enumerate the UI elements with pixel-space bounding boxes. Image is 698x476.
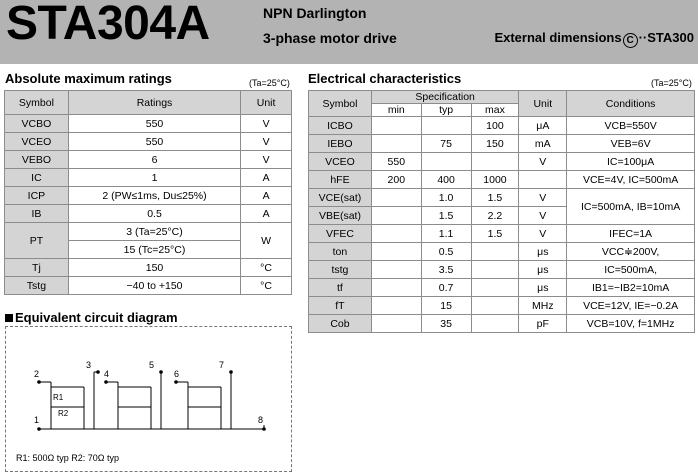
table-row (5, 169, 292, 187)
table-row (5, 187, 292, 205)
circuit-title-text: Equivalent circuit diagram (15, 310, 178, 325)
condition: IB1=−IB2=10mA (567, 279, 695, 297)
symbol: IB (5, 205, 69, 223)
typ (421, 117, 471, 135)
table-row (309, 297, 695, 315)
symbol: PT (5, 223, 69, 259)
condition: VCE=4V, IC=500mA (567, 171, 695, 189)
pin-label: 3 (86, 360, 92, 370)
symbol: Tj (5, 259, 69, 277)
ext-package: STA300 (647, 30, 694, 45)
table-row (309, 279, 695, 297)
unit: V (241, 115, 292, 133)
table-row (5, 115, 292, 133)
typ: 75 (421, 135, 471, 153)
symbol: tstg (309, 261, 372, 279)
max: 1.5 (471, 189, 519, 207)
typ: 400 (421, 171, 471, 189)
table-row (309, 243, 695, 261)
condition: VCB=550V (567, 117, 695, 135)
unit: μs (519, 279, 567, 297)
unit: A (241, 169, 292, 187)
unit: A (241, 205, 292, 223)
col-unit: Unit (241, 91, 292, 115)
condition: IC=500mA, IB=10mA (567, 189, 695, 225)
unit: pF (519, 315, 567, 333)
typ: 1.5 (421, 207, 471, 225)
unit: A (241, 187, 292, 205)
max (471, 261, 519, 279)
symbol: VBE(sat) (309, 207, 372, 225)
pin-label: 8 (258, 415, 264, 425)
typ: 0.7 (421, 279, 471, 297)
col-symbol: Symbol (5, 91, 69, 115)
min (371, 135, 421, 153)
ext-dots: ·· (638, 30, 648, 45)
col-ratings: Ratings (68, 91, 240, 115)
unit: μA (519, 117, 567, 135)
max: 1000 (471, 171, 519, 189)
condition: VCE=12V, IE=−0.2A (567, 297, 695, 315)
col-symbol: Symbol (309, 91, 372, 117)
max: 2.2 (471, 207, 519, 225)
table-row (5, 205, 292, 223)
table-row (309, 315, 695, 333)
pin-label: 4 (104, 369, 110, 379)
symbol: VCE(sat) (309, 189, 372, 207)
unit: μs (519, 261, 567, 279)
symbol: VCBO (5, 115, 69, 133)
min (371, 225, 421, 243)
symbol: ton (309, 243, 372, 261)
table-row (309, 261, 695, 279)
pin-label: 2 (34, 369, 40, 379)
circuit-diagram-icon (6, 327, 291, 452)
symbol: VCEO (5, 133, 69, 151)
symbol: IEBO (309, 135, 372, 153)
typ: 0.5 (421, 243, 471, 261)
unit: V (519, 207, 567, 225)
symbol: tf (309, 279, 372, 297)
unit: W (241, 223, 292, 259)
circuit-title (5, 310, 178, 325)
typ: 1.1 (421, 225, 471, 243)
min (371, 189, 421, 207)
symbol: ICP (5, 187, 69, 205)
col-specification: Specification (371, 91, 518, 104)
typ: 15 (421, 297, 471, 315)
typ (421, 153, 471, 171)
col-unit: Unit (519, 91, 567, 117)
table-row (309, 171, 695, 189)
rating: 3 (Ta=25°C) (68, 223, 240, 241)
min (371, 117, 421, 135)
table-row (309, 189, 695, 207)
table-row (309, 225, 695, 243)
condition: VCB=10V, f=1MHz (567, 315, 695, 333)
application: 3-phase motor drive (263, 30, 397, 46)
symbol: ICBO (309, 117, 372, 135)
min: 200 (371, 171, 421, 189)
unit: °C (241, 277, 292, 295)
rating: 1 (68, 169, 240, 187)
rating: 150 (68, 259, 240, 277)
col-min: min (371, 104, 421, 117)
abs-ratings-condition: (Ta=25°C) (249, 78, 290, 88)
equivalent-circuit (5, 326, 292, 472)
symbol: VFEC (309, 225, 372, 243)
unit: V (241, 133, 292, 151)
rating: 15 (Tc=25°C) (68, 241, 240, 259)
typ: 1.0 (421, 189, 471, 207)
unit: °C (241, 259, 292, 277)
max: 100 (471, 117, 519, 135)
min (371, 261, 421, 279)
condition: VEB=6V (567, 135, 695, 153)
unit: V (519, 225, 567, 243)
symbol: hFE (309, 171, 372, 189)
max (471, 153, 519, 171)
condition: VCC≑200V, (567, 243, 695, 261)
max: 1.5 (471, 225, 519, 243)
table-row (309, 153, 695, 171)
table-header-row (309, 91, 695, 104)
min: 550 (371, 153, 421, 171)
table-row (5, 277, 292, 295)
pin-label: 5 (149, 360, 155, 370)
condition: IC=100μA (567, 153, 695, 171)
rating: −40 to +150 (68, 277, 240, 295)
unit: μs (519, 243, 567, 261)
elec-char-table (308, 90, 695, 333)
table-row (309, 135, 695, 153)
rating: 2 (PW≤1ms, Du≤25%) (68, 187, 240, 205)
min (371, 279, 421, 297)
unit: mA (519, 135, 567, 153)
table-row (5, 223, 292, 241)
title-bar (0, 0, 698, 64)
symbol: Cob (309, 315, 372, 333)
symbol: IC (5, 169, 69, 187)
max (471, 243, 519, 261)
max (471, 279, 519, 297)
pin-label: 6 (174, 369, 180, 379)
condition: IFEC=1A (567, 225, 695, 243)
unit: MHz (519, 297, 567, 315)
rating: 550 (68, 133, 240, 151)
part-number: STA304A (6, 0, 210, 50)
external-dimensions (494, 30, 694, 48)
typ: 3.5 (421, 261, 471, 279)
elec-char-condition: (Ta=25°C) (651, 78, 692, 88)
elec-char-title: Electrical characteristics (308, 71, 462, 86)
pin-label: 7 (219, 360, 225, 370)
unit: V (519, 153, 567, 171)
unit: V (519, 189, 567, 207)
max (471, 297, 519, 315)
col-typ: typ (421, 104, 471, 117)
abs-ratings-title: Absolute maximum ratings (5, 71, 172, 86)
typ: 35 (421, 315, 471, 333)
resistor-label-r2: R2 (58, 409, 69, 418)
min (371, 297, 421, 315)
circled-c-icon: C (623, 33, 638, 48)
unit: V (241, 151, 292, 169)
pin-label: 1 (34, 415, 40, 425)
rating: 0.5 (68, 205, 240, 223)
unit (519, 171, 567, 189)
rating: 6 (68, 151, 240, 169)
col-max: max (471, 104, 519, 117)
condition: IC=500mA, (567, 261, 695, 279)
table-row (5, 133, 292, 151)
table-row (5, 151, 292, 169)
table-header-row (5, 91, 292, 115)
max: 150 (471, 135, 519, 153)
device-type: NPN Darlington (263, 5, 367, 21)
min (371, 243, 421, 261)
symbol: fT (309, 297, 372, 315)
symbol: Tstg (5, 277, 69, 295)
table-row (5, 259, 292, 277)
symbol: VCEO (309, 153, 372, 171)
abs-ratings-table (4, 90, 292, 295)
table-row (309, 117, 695, 135)
rating: 550 (68, 115, 240, 133)
ext-label: External dimensions (494, 30, 622, 45)
min (371, 207, 421, 225)
min (371, 315, 421, 333)
max (471, 315, 519, 333)
symbol: VEBO (5, 151, 69, 169)
resistor-label-r1: R1 (53, 393, 64, 402)
square-bullet-icon (5, 314, 13, 322)
col-conditions: Conditions (567, 91, 695, 117)
resistor-note: R1: 500Ω typ R2: 70Ω typ (16, 453, 120, 463)
